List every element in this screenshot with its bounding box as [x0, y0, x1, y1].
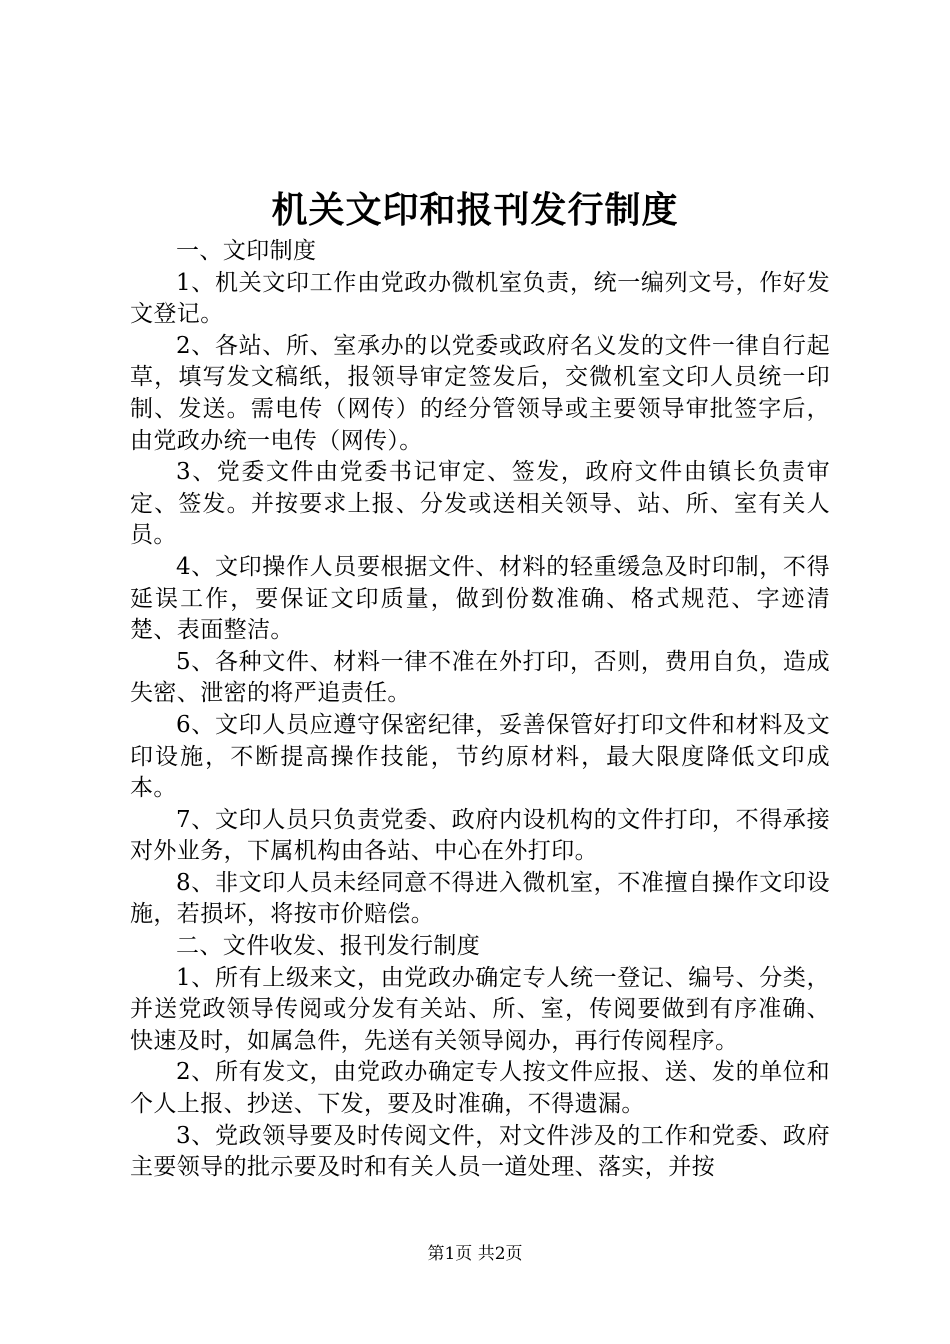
section-heading: 二、文件收发、报刊发行制度: [176, 933, 481, 960]
section-heading: 一、文印制度: [176, 238, 317, 264]
paragraph: 1、所有上级来文，由党政办确定专人统一登记、编号、分类，并送党政领导传阅或分发有关站、所、室，传阅要做到有序准确、快速及时，如属急件，先送有关领导阅办，再行传阅程序。: [130, 964, 830, 1054]
paragraph: 2、各站、所、室承办的以党委或政府名义发的文件一律自行起草，填写发文稿纸，报领导审定签发后，交微机室文印人员统一印制、发送。需电传（网传）的经分管领导或主要领导审批签字后，由党政办统一电传（网传）。: [130, 332, 830, 454]
document-body: [130, 236, 830, 1184]
paragraph: 6、文印人员应遵守保密纪律，妥善保管好打印文件和材料及文印设施，不断提高操作技能，节约原材料，最大限度降低文印成本。: [130, 711, 830, 802]
paragraph: 3、党委文件由党委书记审定、签发，政府文件由镇长负责审定、签发。并按要求上报、分发或送相关领导、站、所、室有关人员。: [130, 459, 830, 549]
paragraph: 1、机关文印工作由党政办微机室负责，统一编列文号，作好发文登记。: [130, 269, 830, 328]
paragraph: 2、所有发文，由党政办确定专人按文件应报、送、发的单位和个人上报、抄送、下发，要及时准确，不得遗漏。: [130, 1059, 830, 1118]
paragraph: 5、各种文件、材料一律不准在外打印，否则，费用自负，造成失密、泄密的将严追责任。: [130, 648, 830, 707]
paragraph: 3、党政领导要及时传阅文件，对文件涉及的工作和党委、政府主要领导的批示要及时和有关人员一道处理、落实，并按: [130, 1122, 830, 1181]
document-title: 机关文印和报刊发行制度: [271, 189, 679, 231]
paragraph: 8、非文印人员未经同意不得进入微机室，不准擅自操作文印设施，若损坏，将按市价赔偿。: [130, 869, 830, 928]
paragraph: 7、文印人员只负责党委、政府内设机构的文件打印，不得承接对外业务，下属机构由各站、中心在外打印。: [130, 806, 830, 865]
paragraph: 4、文印操作人员要根据文件、材料的轻重缓急及时印制，不得延误工作，要保证文印质量，做到份数准确、格式规范、字迹清楚、表面整洁。: [130, 553, 830, 644]
page-footer: 第1页 共2页: [427, 1244, 523, 1264]
